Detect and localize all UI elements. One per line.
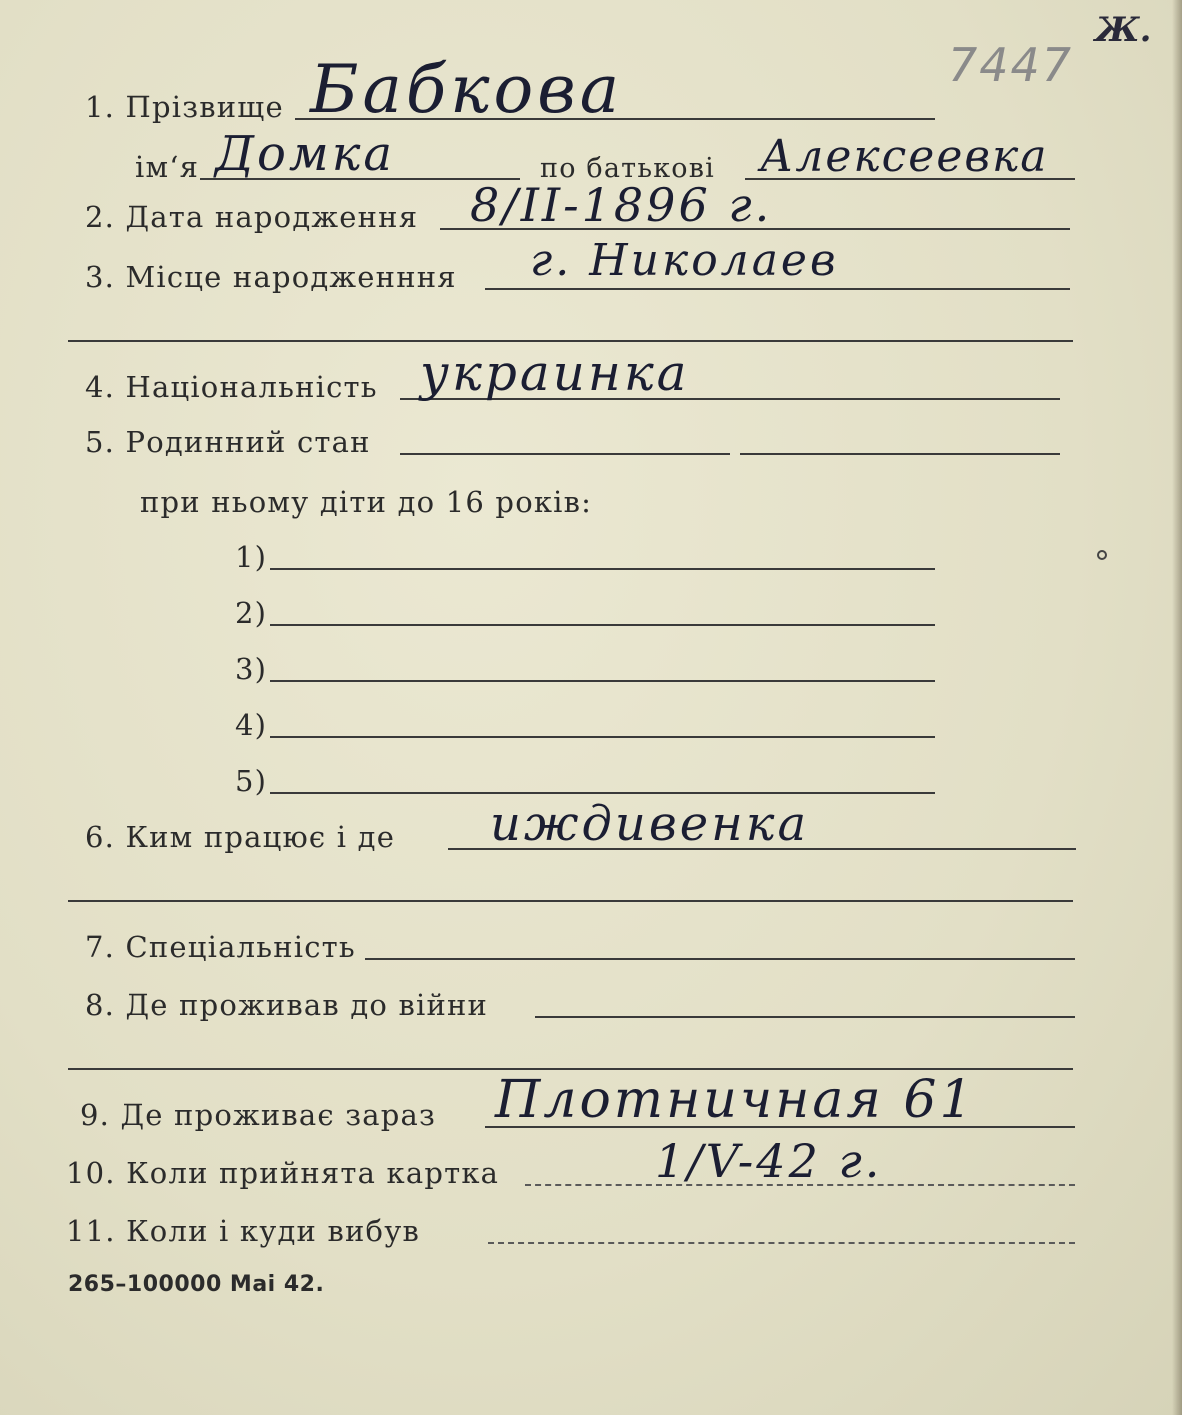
- child-line: [270, 568, 935, 570]
- speciality-line: [365, 958, 1075, 960]
- field-marital: [0, 415, 1182, 465]
- nationality-label: 4. Національність: [85, 370, 378, 404]
- accepted-value: 1/V-42 г.: [655, 1134, 883, 1188]
- child-line: [270, 624, 935, 626]
- child-number: 2): [235, 596, 268, 630]
- field-nationality: [0, 344, 1182, 410]
- gender-mark: Ж.: [1095, 10, 1152, 50]
- marital-line-2: [740, 453, 1060, 455]
- print-code: 265–100000 Mai 42.: [68, 1272, 325, 1297]
- birth-place-label: 3. Місце народженння: [85, 260, 457, 294]
- child-number: 5): [235, 764, 268, 798]
- child-row: [0, 530, 1182, 580]
- birth-place-line: [485, 288, 1070, 290]
- birth-date-label: 2. Дата народження: [85, 200, 419, 234]
- field-speciality: [0, 920, 1182, 970]
- departed-label: 11. Коли і куди вибув: [66, 1214, 420, 1248]
- nationality-value: украинка: [420, 344, 690, 402]
- current-value: Плотничная 61: [495, 1070, 976, 1130]
- marital-label: 5. Родинний стан: [85, 425, 371, 459]
- registry-number: 7447: [948, 38, 1074, 92]
- current-label: 9. Де проживає зараз: [80, 1098, 437, 1132]
- patronymic-value: Алексеевка: [760, 131, 1049, 182]
- name-label: ім‘я: [135, 150, 200, 184]
- child-line: [270, 680, 935, 682]
- patronymic-label: по батькові: [540, 153, 715, 184]
- child-line: [270, 736, 935, 738]
- speciality-label: 7. Спеціальність: [85, 930, 356, 964]
- separator-line: [68, 340, 1073, 342]
- field-departed: [0, 1204, 1182, 1254]
- punch-mark: [1097, 550, 1107, 560]
- child-number: 4): [235, 708, 268, 742]
- surname-label: 1. Прізвище: [85, 90, 284, 124]
- child-row: [0, 642, 1182, 692]
- prewar-line: [535, 1016, 1075, 1018]
- birth-date-value: 8/II-1896 г.: [470, 178, 773, 232]
- departed-line: [488, 1242, 1075, 1244]
- child-row: [0, 698, 1182, 748]
- children-label: при ньому діти до 16 років:: [140, 485, 593, 519]
- birth-place-value: г. Николаев: [530, 235, 839, 286]
- prewar-label: 8. Де проживав до війни: [85, 988, 489, 1022]
- child-row: [0, 586, 1182, 636]
- child-line: [270, 792, 935, 794]
- field-children: [0, 475, 1182, 525]
- child-number: 1): [235, 540, 268, 574]
- field-prewar: [0, 978, 1182, 1028]
- accepted-label: 10. Коли прийнята картка: [66, 1156, 500, 1190]
- field-birth-place: [0, 235, 1182, 300]
- work-label: 6. Ким працює і де: [85, 820, 396, 854]
- marital-line-1: [400, 453, 730, 455]
- work-value: иждивенка: [490, 796, 810, 852]
- field-birth-date: [0, 178, 1182, 240]
- name-value: Домка: [215, 126, 395, 182]
- field-current: [0, 1070, 1182, 1138]
- separator-line: [68, 900, 1073, 902]
- child-number: 3): [235, 652, 268, 686]
- field-accepted: [0, 1134, 1182, 1196]
- surname-value: Бабкова: [310, 51, 624, 128]
- field-work: [0, 796, 1182, 860]
